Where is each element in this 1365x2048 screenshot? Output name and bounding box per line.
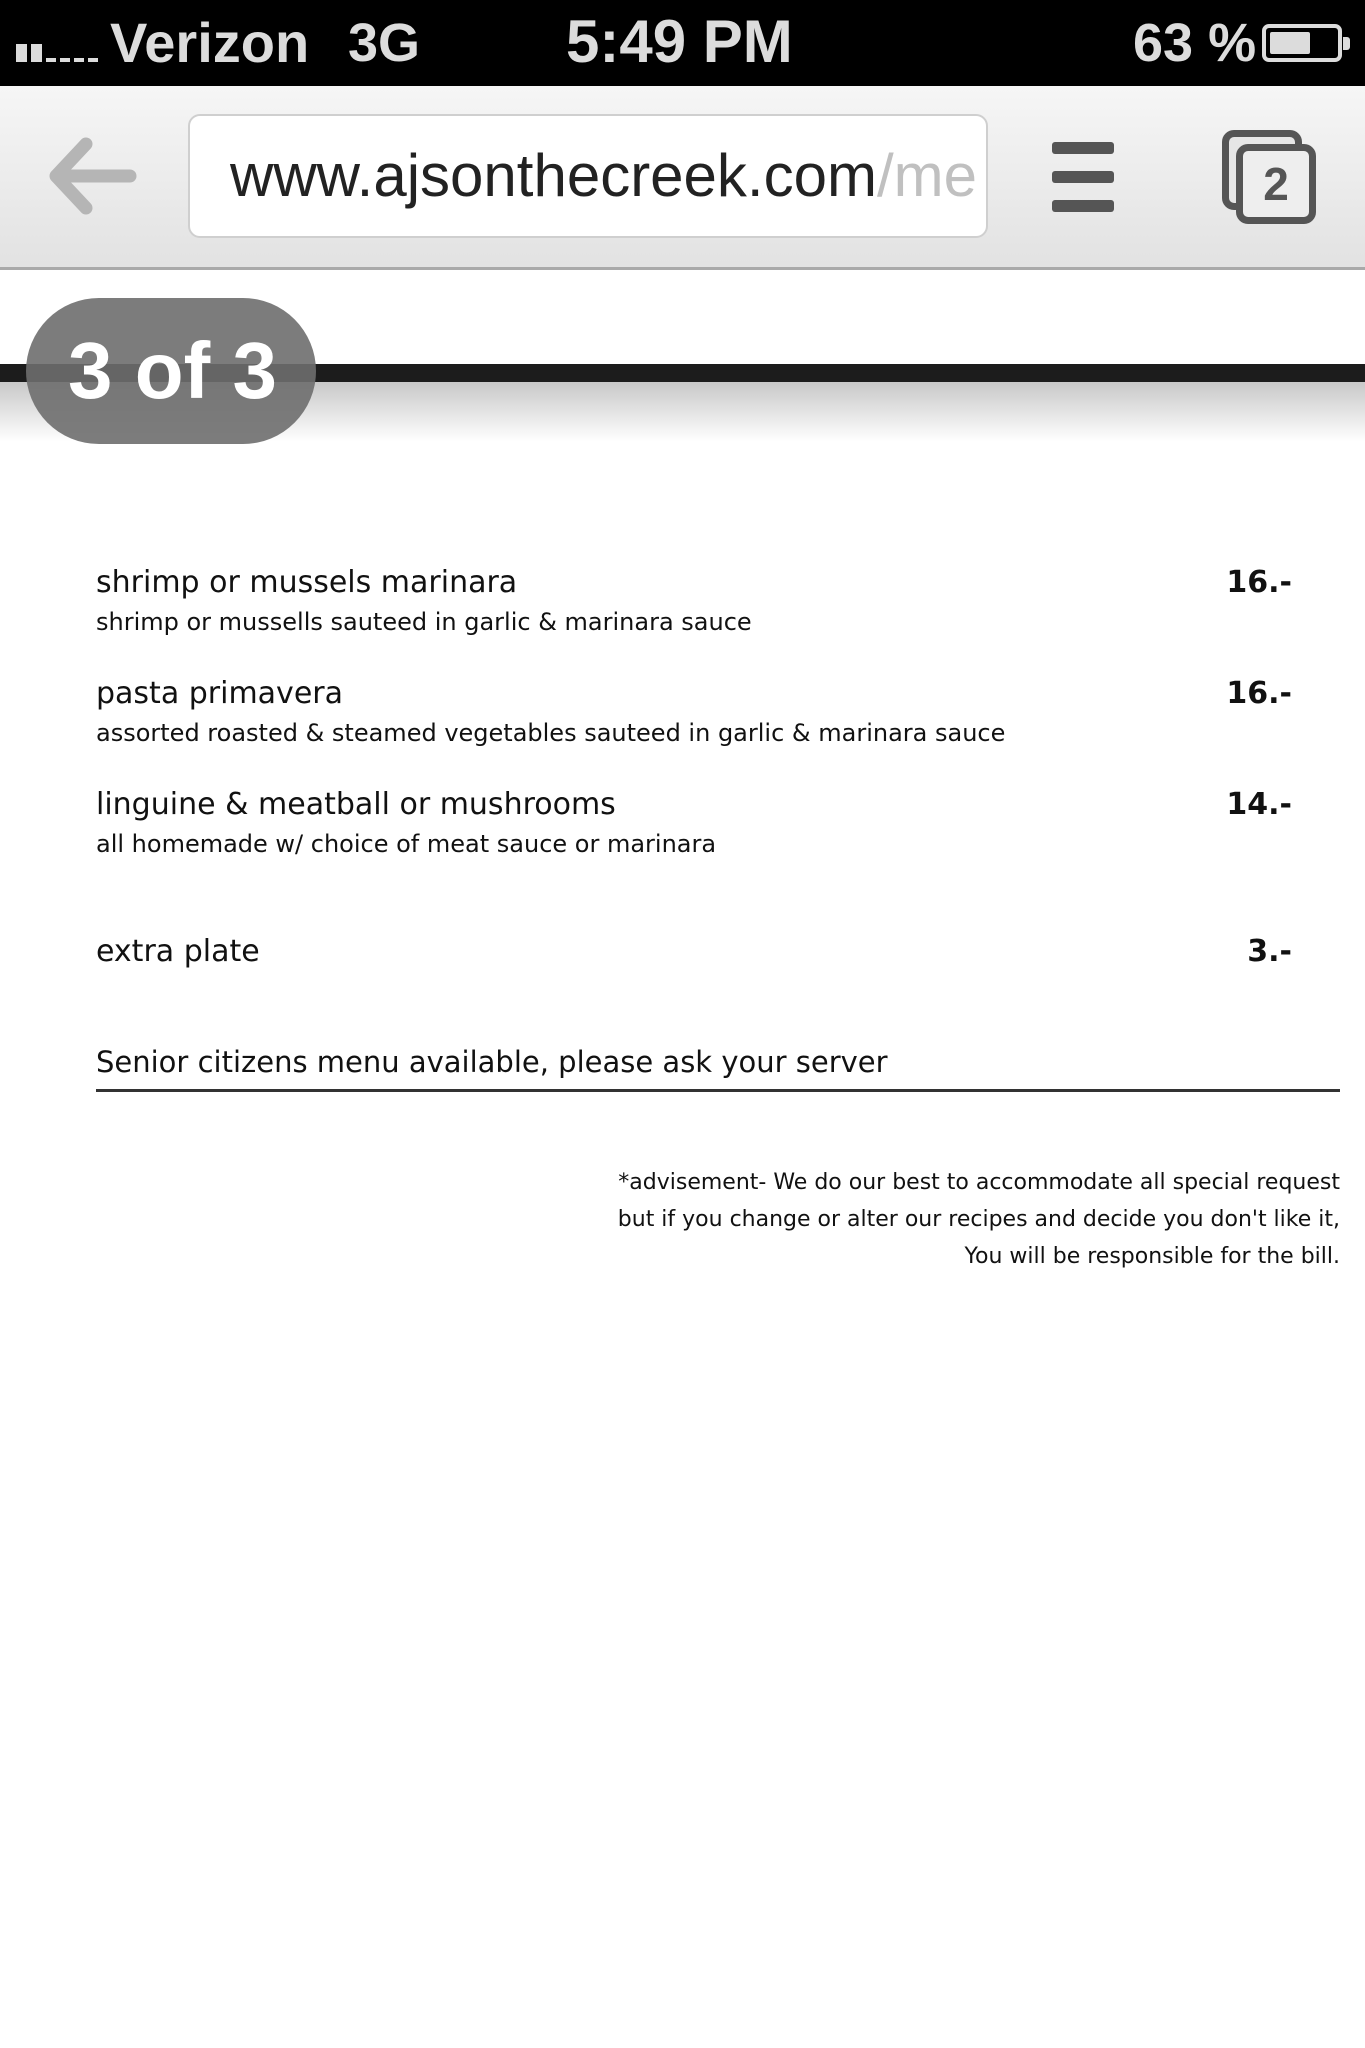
browser-toolbar — [0, 86, 1365, 270]
network-type: 3G — [348, 13, 421, 73]
advisement-line: *advisement- We do our best to accommodate all special request — [618, 1170, 1340, 1195]
battery-percentage: 63 % — [1133, 13, 1257, 73]
tab-count: 2 — [1236, 144, 1316, 224]
item-price: 3.- — [1247, 934, 1292, 969]
tabs-button[interactable] — [1222, 130, 1318, 226]
item-name: pasta primavera — [96, 676, 343, 711]
item-description: all homemade w/ choice of meat sauce or marinara — [96, 830, 717, 858]
back-button[interactable] — [46, 130, 138, 222]
back-arrow-icon — [46, 130, 138, 222]
signal-strength-icon — [16, 30, 100, 62]
item-name: shrimp or mussels marinara — [96, 565, 518, 600]
menu-content — [96, 560, 1340, 1275]
address-bar[interactable] — [188, 114, 988, 238]
advisement-note — [96, 1164, 1340, 1275]
senior-menu-note: Senior citizens menu available, please ask your server — [96, 1039, 1340, 1092]
menu-item — [96, 782, 1340, 893]
item-price: 14.- — [1226, 787, 1292, 822]
item-name: linguine & meatball or mushrooms — [96, 787, 616, 822]
advisement-line: You will be responsible for the bill. — [964, 1244, 1340, 1269]
battery-level-fill — [1270, 32, 1310, 54]
battery-icon — [1262, 24, 1342, 62]
hamburger-icon — [1052, 142, 1114, 154]
status-bar — [0, 0, 1365, 86]
url-path: /me — [876, 142, 977, 209]
browser-menu-button[interactable] — [1052, 142, 1114, 212]
item-description: shrimp or mussells sauteed in garlic & marinara sauce — [96, 608, 752, 636]
page-indicator: 3 of 3 — [26, 298, 316, 444]
menu-item — [96, 560, 1340, 671]
status-time: 5:49 PM — [566, 8, 793, 75]
carrier-name: Verizon — [110, 11, 310, 74]
item-description: assorted roasted & steamed vegetables sauteed in garlic & marinara sauce — [96, 719, 1006, 747]
item-name: extra plate — [96, 934, 260, 969]
menu-item — [96, 671, 1340, 782]
extra-plate-item — [96, 929, 1340, 1039]
item-price: 16.- — [1226, 565, 1292, 600]
advisement-line: but if you change or alter our recipes and decide you don't like it, — [617, 1207, 1340, 1232]
item-price: 16.- — [1226, 676, 1292, 711]
url-domain: www.ajsonthecreek.com — [230, 142, 877, 209]
